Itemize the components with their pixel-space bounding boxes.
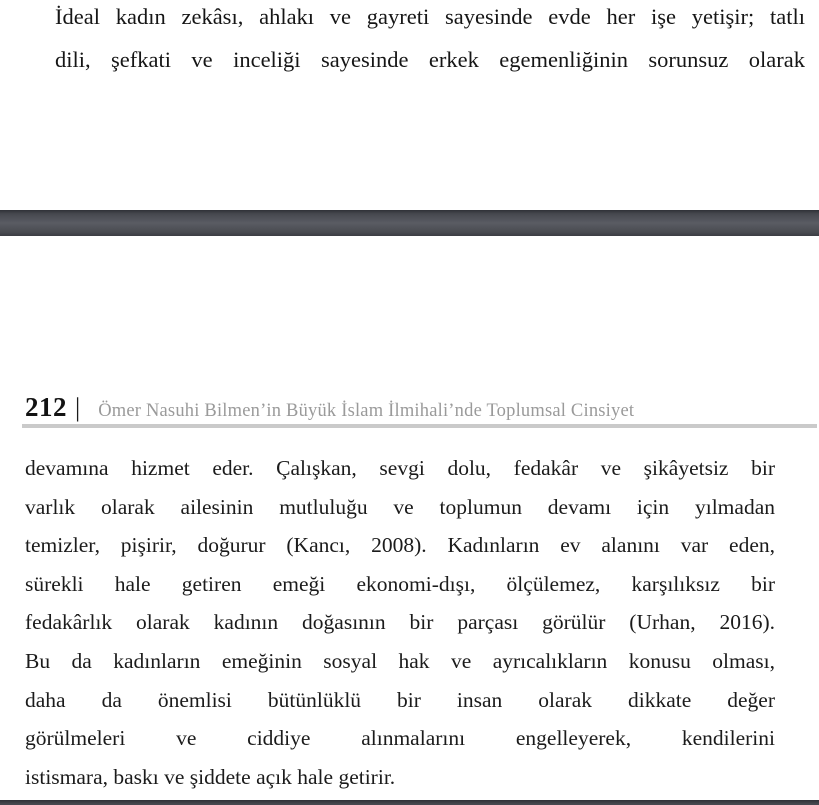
text-line: sürekli hale getiren emeği ekonomi-dışı, ölçülemez, karşılıksız bir [25,571,775,596]
text-line: istismara, baskı ve şiddete açık hale getirir. [25,764,396,789]
text-line: devamına hizmet eder. Çalışkan, sevgi dolu, fedakâr ve şikâyetsiz bir [25,456,775,480]
page-gap-separator [0,210,819,236]
page-header [25,392,797,423]
text-line: Bu da kadınların emeğinin sosyal hak ve ayrıcalıkların konusu olması, [25,648,775,673]
text-line: görülmeleri ve ciddiye alınmalarını engelleyerek, kendilerini [25,726,775,751]
text-line: fedakârlık olarak kadının doğasının bir parçası görülür (Urhan, 2016). [25,610,775,635]
text-line: İdeal kadın zekâsı, ahlakı ve gayreti sayesinde evde her işe yetişir; tatlı [55,4,805,29]
page-gap-separator-bottom [0,800,819,805]
page-number: 212 [25,392,67,422]
text-line: varlık olarak ailesinin mutluluğu ve toplumun devamı için yılmadan [25,494,775,519]
header-rule [22,424,817,428]
previous-page-text-fragment [55,0,805,81]
text-line: temizler, pişirir, doğurur (Kancı, 2008). Kadınların ev alanını var eden, [25,533,775,558]
running-title: Ömer Nasuhi Bilmen’in Büyük İslam İlmihali’nde Toplumsal Cinsiyet [98,401,635,421]
text-line: daha da önemlisi bütünlüklü bir insan olarak dikkate değer [25,687,775,712]
page-body-paragraph [25,449,775,796]
header-divider-bar: | [75,393,81,422]
text-line: dili, şefkati ve inceliği sayesinde erkek egemenliğinin sorunsuz olarak [55,47,805,72]
